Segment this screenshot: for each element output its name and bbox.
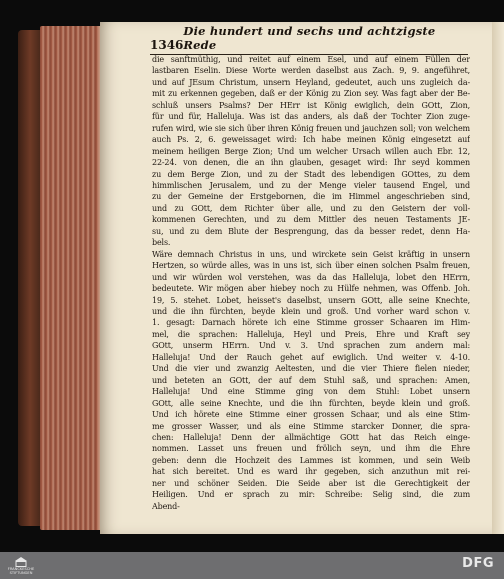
text-line: Halleluja! Und eine Stimme ging von dem Stuhl: Lobet unsern	[152, 387, 470, 397]
francke-logo-icon	[15, 557, 27, 567]
text-line: zu dem Berge Zion, und zu der Stadt des lebendigen GOttes, zu dem	[152, 169, 470, 179]
text-line: und wir würden wol verstehen, was da das Halleluja, lobet den HErrn,	[152, 272, 470, 282]
francke-logo	[6, 552, 36, 579]
text-line: und zu GOtt, dem Richter über alle, und zu den Geistern der voll-	[152, 203, 470, 213]
text-line: Halleluja! Und der Rauch gehet auf ewiglich. Und weiter v. 4-10.	[152, 352, 470, 362]
dfg-logo: DFG	[462, 556, 494, 571]
text-line: 1. gesagt: Darnach hörete ich eine Stimme grosser Schaaren im Him-	[152, 318, 470, 328]
text-line: Hertzen, so würde alles, was in uns ist, sich über einen solchen Psalm freuen,	[152, 261, 470, 271]
text-line: Wäre demnach Christus in uns, und wirckete sein Geist kräftig in unsern	[152, 249, 470, 259]
text-line: rufen wird, wie sie sich über ihren König freuen und jauchzen soll; von welchem	[152, 123, 470, 133]
text-line: mit zu erkennen gegeben, daß er der König zu Zion sey. Was fagt aber der Be-	[152, 89, 470, 99]
text-line: und auf JEsum Christum, unsern Heyland, gedeutet, auch uns zugleich da-	[152, 77, 470, 87]
text-line: geben: denn die Hochzeit des Lammes ist kommen, und sein Weib	[152, 455, 470, 465]
text-line: bels.	[152, 238, 171, 248]
text-line: Und ich hörete eine Stimme einer grossen Schaar, und als eine Stim-	[152, 410, 470, 420]
page-number: 1346	[150, 38, 184, 52]
text-line: himmlischen Jerusalem, und zu der Menge vieler tausend Engel, und	[152, 180, 470, 190]
text-line: auch Ps. 2, 6. geweissaget wird: Ich habe meinen König eingesetzt auf	[152, 135, 470, 145]
text-line: me grosser Wasser, und als eine Stimme starcker Donner, die spra-	[152, 421, 470, 431]
text-line: 22-24. von denen, die an ihn glauben, gesaget wird: Ihr seyd kommen	[152, 158, 470, 168]
running-head: Die hundert und sechs und achtzigste Rede	[183, 24, 436, 52]
text-line: und die ihn fürchten, beyde klein und groß. Und vorher ward schon v.	[152, 306, 470, 316]
text-line: 19, 5. stehet. Lobet, heisset's daselbst, unsern GOtt, alle seine Knechte,	[152, 295, 470, 305]
text-line: GOtt, alle seine Knechte, und die ihn fürchten, beyde klein und groß.	[152, 398, 470, 408]
text-line: schluß unsers Psalms? Der HErr ist König ewiglich, dein GOtt, Zion,	[152, 100, 470, 110]
text-line: und beteten an GOtt, der auf dem Stuhl saß, und sprachen: Amen,	[152, 375, 470, 385]
text-line: chen: Halleluja! Denn der allmächtige GOtt hat das Reich einge-	[152, 432, 470, 442]
text-line: su, und zu dem Blute der Besprengung, das da besser redet, denn Ha-	[152, 226, 470, 236]
text-line: lastbaren Eselin. Diese Worte werden daselbst aus Zach. 9, 9. angeführet,	[152, 66, 470, 76]
logo-text-line1: FRANCKESCHE	[7, 566, 35, 571]
text-line: die sanftmüthig, und reitet auf einem Esel, und auf einem Füllen der	[152, 55, 470, 64]
body-text	[152, 54, 470, 514]
text-line: kommenen Gerechten, und zu dem Mittler des neuen Testaments JE-	[152, 215, 470, 225]
footer-bar	[0, 552, 504, 579]
text-line: zu der Gemeine der Erstgebornen, die im Himmel angeschrieben sind,	[152, 192, 470, 202]
book-spine	[18, 30, 40, 526]
logo-text-line2: STIFTUNGEN	[9, 570, 33, 575]
text-line: Heiligen. Und er sprach zu mir: Schreibe: Selig sind, die zum	[152, 490, 470, 500]
text-line: ner und schöner Seiden. Die Seide aber ist die Gerechtigkeit der	[152, 478, 470, 488]
text-line: hat sich bereitet. Und es ward ihr gegeben, sich anzuthun mit rei-	[152, 467, 470, 477]
text-line: meinem heiligen Berge Zion; Und um welcher Ursach willen auch Ebr. 12,	[152, 146, 470, 156]
text-line: Und die vier und zwanzig Aeltesten, und die vier Thiere fielen nieder,	[152, 364, 470, 374]
text-line: nommen. Lasset uns freuen und frölich seyn, und ihm die Ehre	[152, 444, 470, 454]
text-line: bedeutete. Wir mögen aber hiebey noch zu Hülfe nehmen, was Offenb. Joh.	[152, 284, 470, 294]
page-edges	[40, 26, 102, 530]
page-header	[150, 24, 468, 55]
text-line: mel, die sprachen: Halleluja, Heyl und Preis, Ehre und Kraft sey	[152, 329, 470, 339]
text-line: für und für, Halleluja. Was ist das anders, als daß der Tochter Zion zuge-	[152, 112, 470, 122]
text-line: Abend-	[152, 501, 180, 511]
text-line: GOtt, unserm HErrn. Und v. 3. Und sprachen zum andern mal:	[152, 341, 470, 351]
facing-page-edge	[492, 22, 504, 534]
